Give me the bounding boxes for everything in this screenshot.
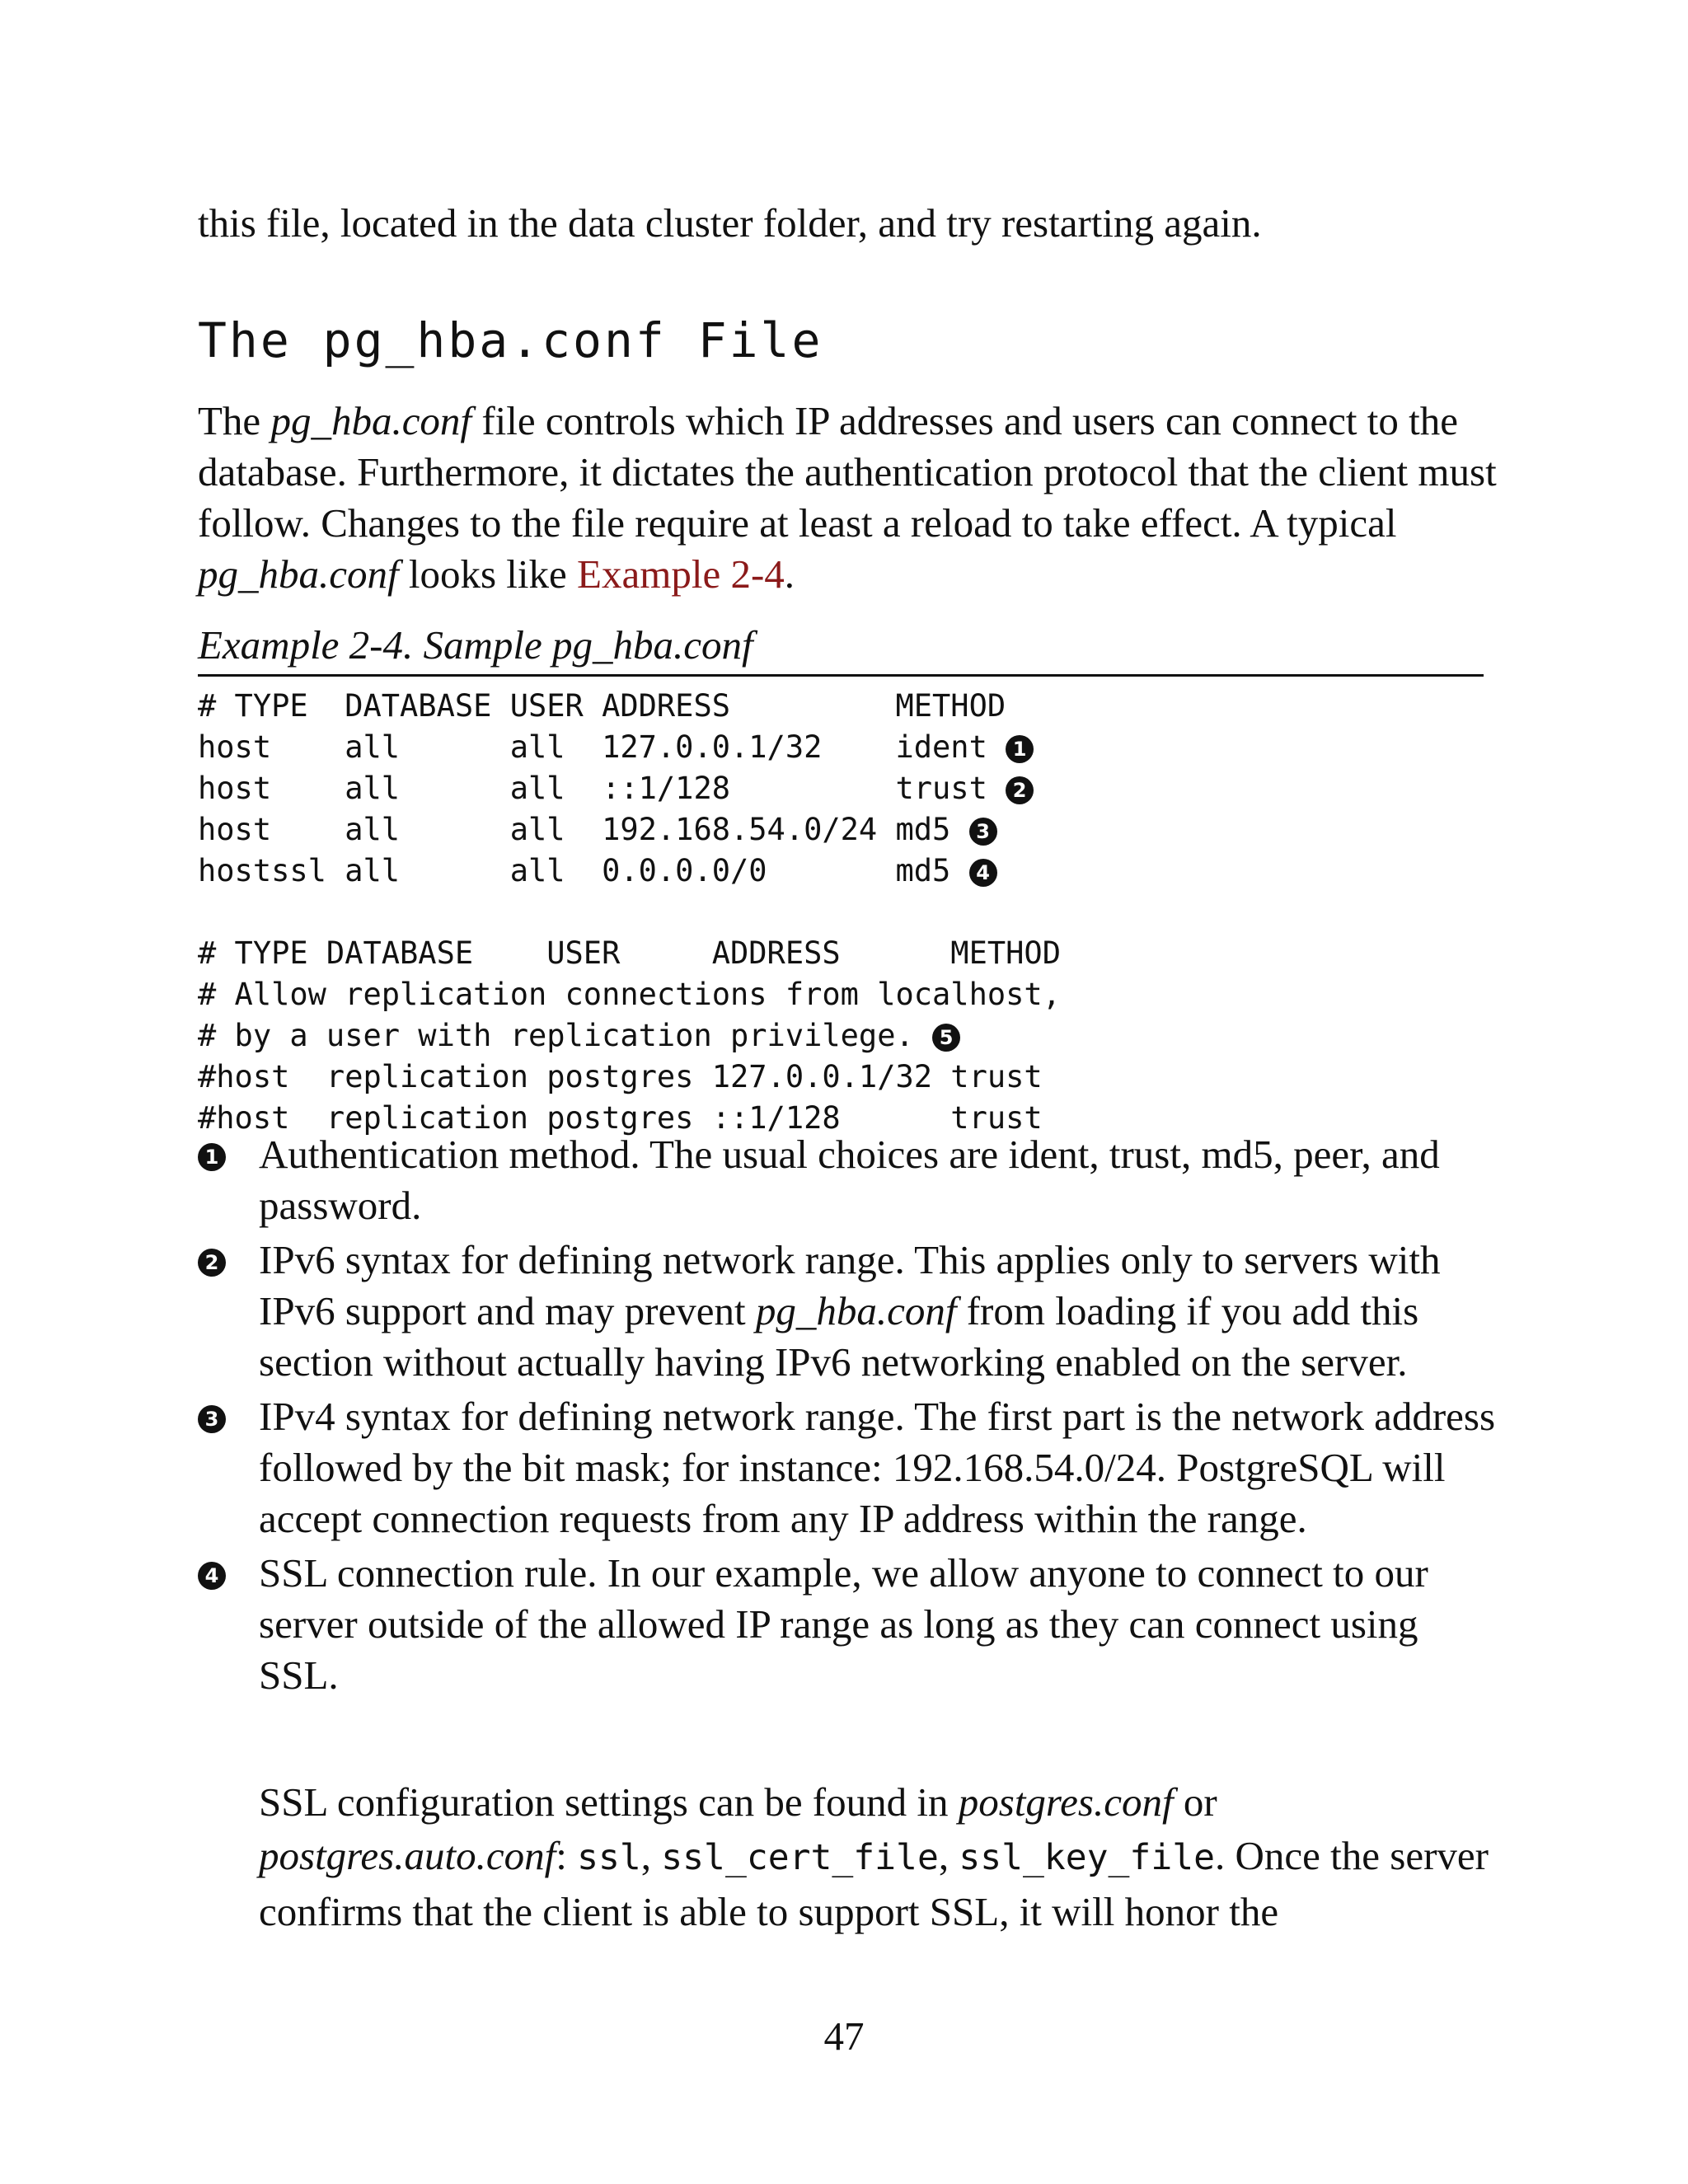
callout-text: IPv4 syntax for defining network range. The first part is the network address followed by the bit mask; for instance: 192.168.54.0/24. PostgreSQL will accept connection requests from any IP address within the range. (259, 1394, 1496, 1541)
callout-text: SSL connection rule. In our example, we allow anyone to connect to our server outside of the allowed IP range as long as they can connect using SSL. (259, 1550, 1428, 1698)
callout-marker-icon: 3 (198, 1405, 226, 1433)
filename-pg-hba-conf: pg_hba.conf (270, 398, 472, 443)
intro-text: this file, located in the data cluster folder, and try restarting again. (198, 200, 1262, 246)
note-text: or (1173, 1779, 1217, 1825)
callout-text: Authentication method. The usual choices are ident, trust, md5, peer, and password. (259, 1132, 1440, 1228)
code-line (198, 768, 1061, 809)
callout-marker-icon: 2 (1006, 776, 1034, 804)
callout-item (198, 1391, 1500, 1544)
callout-marker-icon: 4 (198, 1562, 226, 1590)
code-line-text: #host replication postgres ::1/128 trust (198, 1100, 1043, 1136)
note-text: SSL configuration settings can be found in (259, 1779, 959, 1825)
code-line (198, 974, 1061, 1015)
note-text: , (938, 1833, 959, 1878)
callout-filename: pg_hba.conf (755, 1288, 957, 1333)
callout-list (198, 1129, 1500, 1704)
callout-text: IPv6 syntax for defining network range. This applies only to servers with IPv6 support and may prevent (259, 1237, 1441, 1333)
code-line (198, 851, 1061, 892)
setting-ssl-cert-file: ssl_cert_file (661, 1837, 939, 1878)
code-line (198, 727, 1061, 768)
code-line-text: host all all 192.168.54.0/24 md5 (198, 812, 969, 847)
setting-ssl-key-file: ssl_key_file (959, 1837, 1215, 1878)
page-number: 47 (823, 2013, 865, 2059)
callout-marker-icon: 1 (198, 1143, 226, 1171)
callout-item (198, 1235, 1500, 1388)
body-paragraph (198, 396, 1500, 600)
callout-text: from loading if you add this section without actually having IPv6 networking enabled on the server. (259, 1288, 1419, 1385)
example-cross-reference-link[interactable]: Example 2-4 (577, 551, 785, 597)
ssl-note-paragraph (259, 1775, 1500, 1938)
code-line-text: # Allow replication connections from localhost, (198, 977, 1061, 1012)
code-line (198, 1057, 1061, 1098)
callout-item (198, 1129, 1500, 1231)
callout-marker-icon: 3 (969, 818, 997, 846)
filename-postgres-conf: postgres.conf (958, 1779, 1174, 1825)
code-line-text: # by a user with replication privilege. (198, 1018, 933, 1053)
section-heading: The pg_hba.conf File (198, 312, 823, 368)
note-text: : (556, 1833, 578, 1878)
note-text: , (640, 1833, 662, 1878)
callout-marker-icon: 5 (932, 1024, 960, 1052)
code-line-text: host all all ::1/128 trust (198, 771, 1006, 806)
paragraph-text: file controls which IP addresses and users can connect to the database. Furthermore, it dictates the authentication protocol that the client must follow. Changes to the file require at least a reload to take effect. A typical (198, 398, 1497, 546)
code-line-text: # TYPE DATABASE USER ADDRESS METHOD (198, 688, 1006, 724)
callout-item (198, 1548, 1500, 1701)
paragraph-text: looks like (398, 551, 578, 597)
callout-marker-icon: 2 (198, 1249, 226, 1277)
callout-marker-icon: 4 (969, 859, 997, 887)
filename-pg-hba-conf: pg_hba.conf (198, 551, 399, 597)
code-line-text: # TYPE DATABASE USER ADDRESS METHOD (198, 935, 1061, 971)
code-listing (198, 686, 1061, 1139)
example-caption: Example 2-4. Sample pg_hba.conf (198, 620, 1484, 677)
note-text: . Once the server confirms that the client is able to support SSL, it will honor the (259, 1833, 1489, 1934)
code-line (198, 809, 1061, 851)
code-line (198, 933, 1061, 974)
code-line-text: hostssl all all 0.0.0.0/0 md5 (198, 853, 969, 888)
paragraph-text: The (198, 398, 271, 443)
paragraph-text: . (784, 551, 795, 597)
code-line-text: host all all 127.0.0.1/32 ident (198, 729, 1006, 765)
filename-postgres-auto-conf: postgres.auto.conf (259, 1833, 556, 1878)
setting-ssl: ssl (577, 1837, 641, 1878)
callout-marker-icon: 1 (1006, 735, 1034, 763)
code-line-text: #host replication postgres 127.0.0.1/32 trust (198, 1059, 1043, 1094)
code-line (198, 1015, 1061, 1057)
code-line (198, 686, 1061, 727)
code-line (198, 892, 1061, 933)
